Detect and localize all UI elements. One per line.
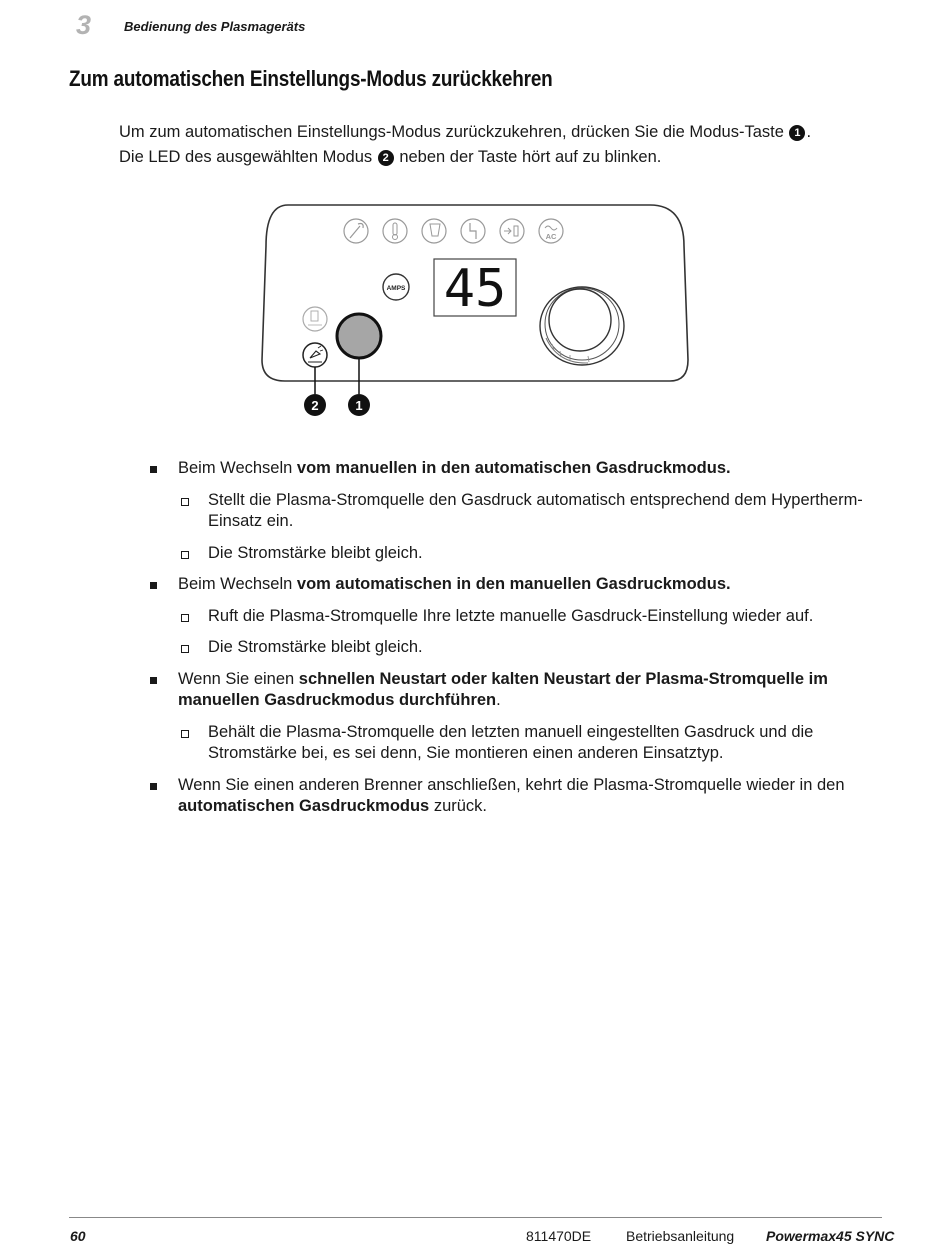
- intro-line-1-end: .: [806, 123, 812, 141]
- ac-label: AC: [545, 232, 557, 241]
- list-item-end: zurück.: [429, 797, 488, 815]
- callout-1-marker: 1: [789, 125, 805, 141]
- ac-power-icon: [539, 219, 563, 243]
- list-item: [145, 669, 890, 765]
- intro-line-2-text: Die LED des ausgewählten Modus: [119, 148, 377, 166]
- consumable-icon: [422, 219, 446, 243]
- callout-1-number: 1: [355, 398, 363, 413]
- amps-button: [383, 274, 409, 300]
- list-item-text: Wenn Sie einen anderen Brenner anschließen, kehrt die Plasma-Stromquelle wieder in den: [178, 775, 845, 794]
- wrench-icon: [344, 219, 368, 243]
- callout-2-marker: 2: [378, 150, 394, 166]
- control-panel-figure: [258, 198, 698, 423]
- list-item-text: Beim Wechseln: [178, 575, 297, 593]
- product-name: Powermax45 SYNC: [766, 1228, 895, 1244]
- list-item: [145, 775, 890, 818]
- list-item-end: .: [496, 691, 501, 709]
- sub-list: [178, 722, 890, 765]
- sub-list: [178, 606, 890, 659]
- sub-list-item: Die Stromstärke bleibt gleich.: [178, 637, 890, 659]
- document-type: Betriebsanleitung: [626, 1228, 735, 1244]
- mode-button: [337, 314, 381, 358]
- list-item-emphasis: automatischen Gasdruckmodus: [178, 797, 430, 815]
- intro-line-2-end: neben der Taste hört auf zu blinken.: [394, 148, 662, 166]
- callout-2-number: 2: [311, 398, 319, 413]
- adjustment-knob: [540, 287, 624, 365]
- manual-mode-led: [303, 307, 327, 331]
- sub-list-item: Die Stromstärke bleibt gleich.: [178, 543, 890, 565]
- list-item-emphasis: vom manuellen in den automatischen Gasdruckmodus.: [296, 459, 731, 477]
- auto-mode-led: [303, 343, 327, 367]
- chapter-number: 3: [76, 10, 92, 40]
- temperature-icon: [383, 219, 407, 243]
- page-number: 60: [70, 1228, 86, 1244]
- sub-list: [178, 490, 890, 565]
- gas-pressure-icon: [500, 219, 524, 243]
- sub-list-item: Ruft die Plasma-Stromquelle Ihre letzte manuelle Gasdruck-Einstellung wieder auf.: [178, 606, 890, 628]
- intro-line-2: [119, 145, 879, 170]
- mode-change-list: [145, 458, 890, 828]
- list-item-text: Wenn Sie einen: [178, 669, 299, 688]
- section-title: Zum automatischen Einstellungs-Modus zurückkehren: [69, 66, 553, 91]
- sub-list-item: Behält die Plasma-Stromquelle den letzten manuell eingestellten Gasdruck und die Stromstärke bei, es sei denn, Sie montieren einen anderen Einsatztyp.: [178, 722, 890, 765]
- amps-label: AMPS: [386, 285, 406, 292]
- sub-list-item: Stellt die Plasma-Stromquelle den Gasdruck automatisch entsprechend dem Hypertherm-Einsatz ein.: [178, 490, 890, 533]
- intro-line-1-text: Um zum automatischen Einstellungs-Modus zurückzukehren, drücken Sie die Modus-Taste: [119, 123, 789, 141]
- list-item-emphasis: vom automatischen in den manuellen Gasdruckmodus.: [296, 575, 731, 593]
- document-number: 811470DE: [526, 1228, 592, 1244]
- footer-divider: [69, 1217, 882, 1218]
- list-item: [145, 458, 890, 564]
- list-item: [145, 574, 890, 659]
- list-item-emphasis: schnellen Neustart oder kalten Neustart der Plasma-Stromquelle im manuellen Gasdruckmodus durchführen: [178, 669, 828, 709]
- control-panel-illustration: [258, 198, 698, 423]
- chapter-title: Bedienung des Plasmageräts: [124, 19, 306, 34]
- list-item-text: Beim Wechseln: [178, 459, 297, 477]
- fault-icon: [461, 219, 485, 243]
- display-value: 45: [443, 259, 507, 319]
- callout-2: [304, 394, 326, 416]
- intro-paragraph: [119, 120, 879, 170]
- intro-line-1: [119, 120, 879, 145]
- callout-1: [348, 394, 370, 416]
